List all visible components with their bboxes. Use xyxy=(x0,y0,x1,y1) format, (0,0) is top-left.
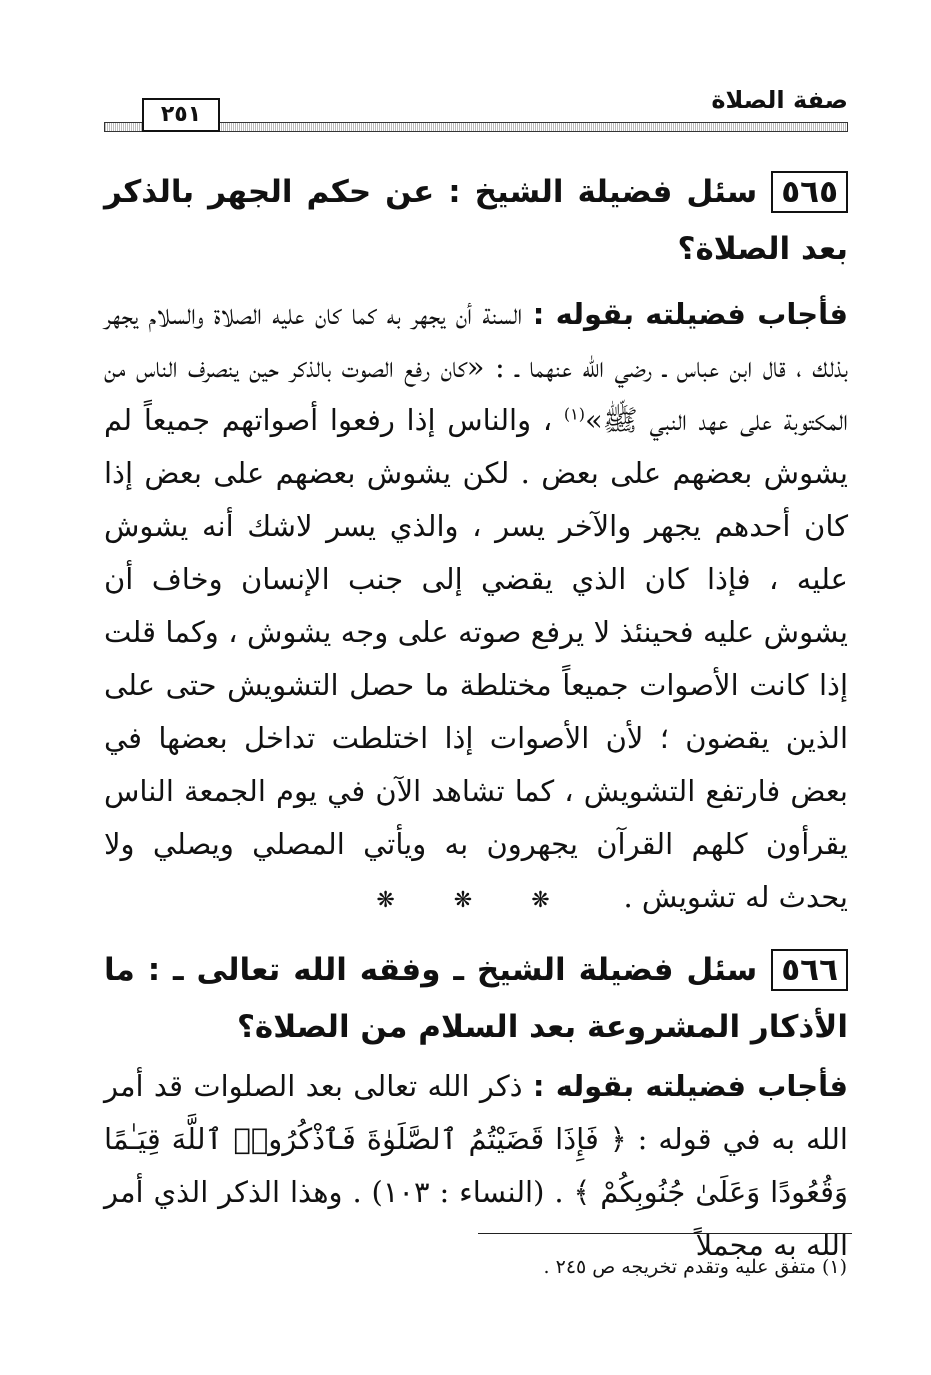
question-565-text: سئل فضيلة الشيخ : عن حكم الجهر بالذكر بعد الصلاة؟ xyxy=(104,174,848,267)
question-number-565: ٥٦٥ xyxy=(771,171,848,213)
footnote-rule xyxy=(478,1233,852,1234)
question-566 xyxy=(104,942,848,1272)
footnote: (١) متفق عليه وتقدم تخريجه ص ٢٤٥ . xyxy=(543,1256,847,1278)
answer-565-part1: السنة أن يجهر به كما كان عليه الصلاة والسلام يجهر بذلك ، قال ابن عباس ـ رضي الله عنهما ـ : «كان رفع الصوت بالذكر حين ينصرف الناس من المكتوبة على عهد النبي ﷺ» xyxy=(104,297,849,437)
answer-566 xyxy=(104,1060,848,1272)
answer-565-lead: فأجاب فضيلته بقوله : xyxy=(532,297,849,331)
section-separator: ❋ ❋ ❋ xyxy=(376,888,576,913)
page-header xyxy=(104,84,848,132)
question-565 xyxy=(104,164,848,924)
question-number-566: ٥٦٦ xyxy=(771,949,848,991)
question-566-title xyxy=(104,942,848,1056)
answer-565-part2: ، والناس إذا رفعوا أصواتهم جميعاً لم يشوش بعضهم على بعض . لكن يشوش بعضهم على بعض إذا كان أحدهم يجهر والآخر يسر ، والذي يسر لاشك أنه يشوش عليه ، فإذا كان الذي يقضي إلى جنب الإنسان وخاف أن يشوش عليه فحينئذ لا يرفع صوته على وجه يشوش ، وكما قلت إذا كانت الأصوات جميعاً مختلطة ما حصل التشويش حتى على الذين يقضون ؛ لأن الأصوات إذا اختلطت تداخل بعضها في بعض فارتفع التشويش ، كما تشاهد الآن في يوم الجمعة الناس يقرأون كلهم القرآن يجهرون به ويأتي المصلي ويصلي ولا يحدث له تشويش . xyxy=(104,403,848,914)
answer-565 xyxy=(104,288,848,924)
answer-566-lead: فأجاب فضيلته بقوله : xyxy=(532,1069,849,1103)
footnote-ref: (١) xyxy=(563,404,585,424)
page-number: ٢٥١ xyxy=(142,98,220,132)
running-title: صفة الصلاة xyxy=(711,86,848,114)
answer-566-part1: ذكر الله تعالى بعد الصلوات قد أمر الله به في قوله : ﴿ فَإِذَا قَضَيْتُمُ ٱلصَّلَوٰةَ فَٱذْكُرُوا۟ ٱللَّهَ قِيَـٰمًا وَقُعُودًا وَعَلَىٰ جُنُوبِكُمْ ﴾ . (النساء : ١٠٣) . وهذا الذكر الذي أمر الله به مجملاً xyxy=(104,1069,848,1262)
question-565-title xyxy=(104,164,848,278)
question-566-text: سئل فضيلة الشيخ ـ وفقه الله تعالى ـ : ما الأذكار المشروعة بعد السلام من الصلاة؟ xyxy=(104,952,848,1045)
